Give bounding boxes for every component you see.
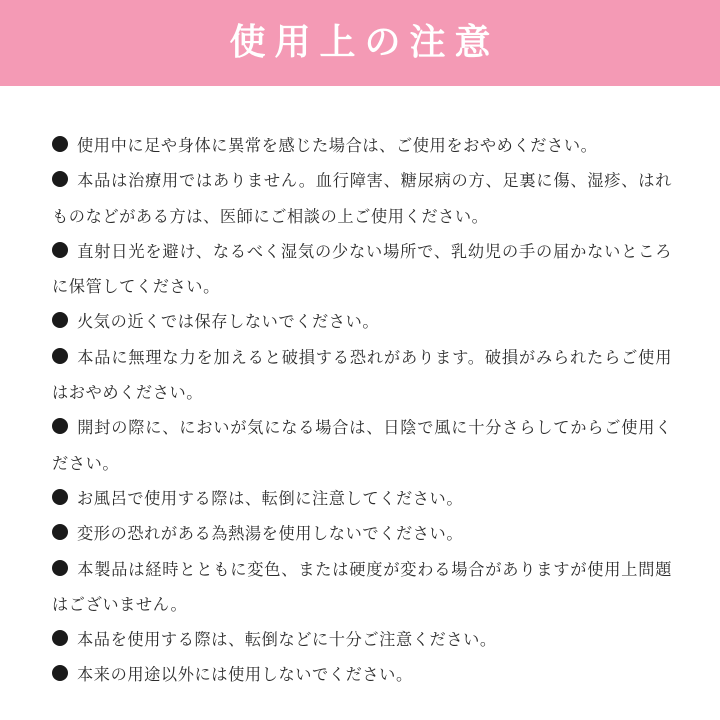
note-text: 使用中に足や身体に異常を感じた場合は、ご使用をおやめください。 — [77, 136, 598, 155]
bullet-icon — [52, 560, 68, 576]
bullet-icon — [52, 524, 68, 540]
list-item — [52, 340, 672, 411]
note-text: 本品に無理な力を加えると破損する恐れがあります。破損がみられたらご使用はおやめください。 — [52, 347, 672, 403]
bullet-icon — [52, 418, 68, 434]
list-item — [52, 234, 672, 305]
list-item — [52, 552, 672, 623]
note-text: 本製品は経時とともに変色、または硬度が変わる場合がありますが使用上問題はございません。 — [52, 559, 672, 614]
bullet-icon — [52, 665, 68, 681]
bullet-icon — [52, 489, 68, 505]
list-item — [52, 304, 672, 339]
caution-list — [52, 128, 672, 693]
list-item — [52, 410, 672, 481]
page-title: 使用上の注意 — [229, 22, 500, 63]
list-item — [52, 657, 672, 692]
list-item — [52, 128, 672, 163]
list-item — [52, 622, 672, 657]
note-text: 本品は治療用ではありません。血行障害、糖尿病の方、足裏に傷、湿疹、はれものなどがある方は、医師にご相談の上ご使用ください。 — [52, 171, 672, 226]
bullet-icon — [52, 348, 68, 364]
note-text: 直射日光を避け、なるべく湿気の少ない場所で、乳幼児の手の届かないところに保管してください。 — [52, 241, 672, 297]
list-item — [52, 481, 672, 516]
bullet-icon — [52, 312, 68, 328]
header-banner — [0, 0, 720, 86]
note-text: 本品を使用する際は、転倒などに十分ご注意ください。 — [77, 630, 497, 650]
note-text: 本来の用途以外には使用しないでください。 — [77, 665, 413, 685]
note-text: 火気の近くでは保存しないでください。 — [77, 312, 380, 332]
note-text: 開封の際に、においが気になる場合は、日陰で風に十分さらしてからご使用ください。 — [52, 418, 672, 473]
bullet-icon — [52, 171, 68, 187]
note-text: お風呂で使用する際は、転倒に注意してください。 — [77, 488, 464, 508]
note-text: 変形の恐れがある為熱湯を使用しないでください。 — [77, 524, 464, 544]
bullet-icon — [52, 242, 68, 258]
list-item — [52, 163, 672, 234]
bullet-icon — [52, 630, 68, 646]
list-item — [52, 516, 672, 551]
bullet-icon — [52, 136, 68, 152]
